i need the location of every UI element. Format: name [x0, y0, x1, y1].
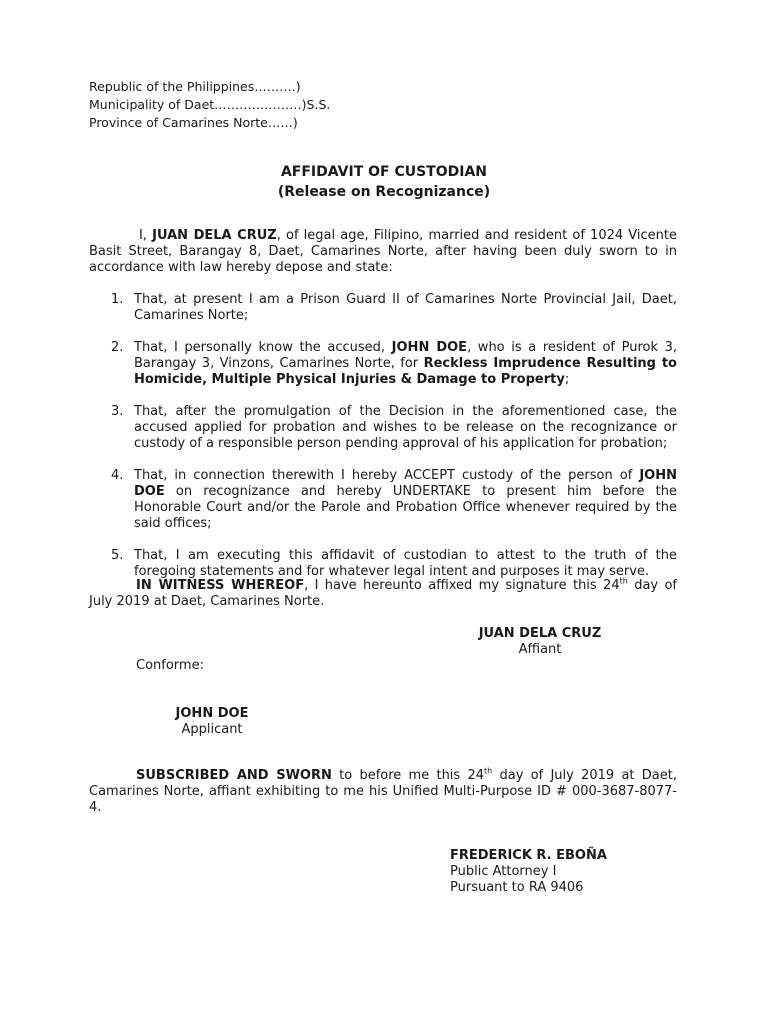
- title-sub: (Release on Recognizance): [277, 184, 491, 200]
- item-number: 3.: [111, 404, 124, 419]
- jurat-pre: to before me this 24: [331, 768, 485, 783]
- item-number: 5.: [111, 548, 124, 563]
- affiant-signature-block: [420, 626, 660, 658]
- applicant-name: JOHN DOE: [175, 706, 249, 721]
- title-main: AFFIDAVIT OF CUSTODIAN: [280, 164, 488, 180]
- item-number: 4.: [111, 468, 124, 483]
- item-number: 2.: [111, 340, 124, 355]
- item-post: ;: [564, 372, 570, 387]
- item-pre: That, in connection therewith I hereby ACCEPT custody of the person of: [134, 468, 640, 483]
- applicant-signature-block: [152, 706, 272, 738]
- item-post: on recognizance and hereby UNDERTAKE to present him before the Honorable Court and/or the Parole and Probation Office whenever required by the said offices;: [134, 484, 677, 531]
- witness-paragraph: [89, 578, 677, 610]
- intro-paragraph: [89, 228, 677, 276]
- intro-post: , of legal age, Filipino, married and resident of 1024 Vicente Basit Street, Barangay 8, Daet, Camarines Norte, after having been duly sworn to in accordance with law hereby depose and state:: [89, 228, 677, 275]
- item-text: That, at present I am a Prison Guard II of Camarines Norte Provincial Jail, Daet, Camarines Norte;: [134, 292, 677, 323]
- jurat-lead: SUBSCRIBED AND SWORN: [136, 768, 332, 783]
- notary-name: FREDERICK R. EBOÑA: [450, 848, 607, 863]
- notary-authority: Pursuant to RA 9406: [450, 880, 584, 895]
- notary-title: Public Attorney I: [450, 864, 557, 879]
- statement-item-2: [89, 340, 677, 388]
- jurat-post: day of July 2019 at Daet, Camarines Norte, affiant exhibiting to me his Unified Multi-Purpose ID # 000-3687-8077-4.: [89, 768, 678, 815]
- item-accused: JOHN DOE: [391, 340, 468, 355]
- jurat-paragraph: [89, 768, 677, 816]
- applicant-role: Applicant: [181, 722, 243, 737]
- item-charge: Reckless Imprudence Resulting to Homicide, Multiple Physical Injuries & Damage to Property: [134, 356, 677, 387]
- intro-affiant-name: JUAN DELA CRUZ: [152, 228, 277, 243]
- item-text: That, after the promulgation of the Decision in the aforementioned case, the accused applied for probation and wishes to be release on the recognizance or custody of a responsible person pending approval of his application for probation;: [134, 404, 677, 451]
- affiant-role: Affiant: [518, 642, 562, 657]
- statement-item-5: [89, 548, 677, 580]
- jurat-sup: th: [484, 766, 493, 776]
- statement-item-1: [89, 292, 677, 324]
- notary-signature-block: [450, 848, 607, 896]
- item-text: That, I am executing this affidavit of custodian to attest to the truth of the foregoing statements and for whatever legal intent and purposes it may serve.: [134, 548, 677, 579]
- statement-item-4: [89, 468, 677, 532]
- venue-municipality: Municipality of Daet…………………)S.S.: [89, 97, 331, 112]
- item-accused: JOHN DOE: [134, 468, 677, 499]
- affiant-name: JUAN DELA CRUZ: [478, 626, 602, 641]
- statement-item-3: [89, 404, 677, 452]
- venue-province: Province of Camarines Norte……): [89, 115, 298, 130]
- intro-pre: I,: [139, 228, 153, 243]
- witness-sup: th: [619, 576, 628, 586]
- statement-list: [89, 292, 677, 580]
- item-mid: , who is a resident of Purok 3, Barangay 3, Vinzons, Camarines Norte, for: [134, 340, 678, 371]
- witness-post: day of July 2019 at Daet, Camarines Norte.: [89, 578, 677, 609]
- conforme-label: Conforme:: [136, 658, 204, 673]
- document-title: [0, 162, 768, 202]
- witness-pre: , I have hereunto affixed my signature this 24: [304, 578, 620, 593]
- item-pre: That, I personally know the accused,: [134, 340, 392, 355]
- item-number: 1.: [111, 292, 124, 307]
- venue-block: [89, 78, 330, 132]
- venue-republic: Republic of the Philippines……….): [89, 79, 301, 94]
- witness-lead: IN WITNESS WHEREOF: [136, 578, 305, 593]
